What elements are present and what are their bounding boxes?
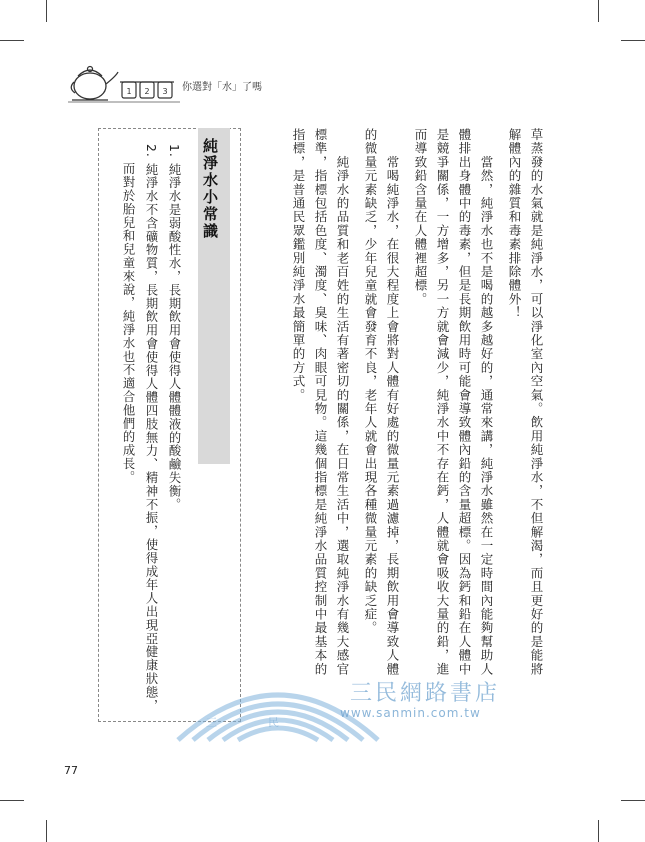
body-text-column: 體排出身體中的毒素，但是長期飲用時可能會導致體內鉛的含量超標。因為鈣和鉛在人體中 xyxy=(457,128,472,676)
header-title: 你選對「水」了嗎 xyxy=(182,82,262,93)
running-header xyxy=(68,60,288,104)
sidebar-text-column: 而對於胎兒和兒童來說，純淨水也不適合他們的成長。 xyxy=(121,144,135,485)
watermark-char: 三 xyxy=(206,716,217,729)
sidebar-text-column: 2. 純淨水不含礦物質，長期飲用會使得人體四肢無力、精神不振，使得成年人出現亞健康狀態， xyxy=(144,144,158,713)
body-text-column: 是競爭關係，一方增多，另一方就會減少，純淨水中不存在鈣，人體就會吸收大量的鉛，進 xyxy=(435,128,450,676)
body-text-column: 解體內的雜質和毒素排除體外！ xyxy=(507,128,522,320)
body-text-column: 而導致鉛含量在人體裡超標。 xyxy=(413,128,428,307)
crop-mark xyxy=(0,800,24,801)
crop-mark xyxy=(598,820,599,842)
crop-mark xyxy=(621,800,645,801)
crop-mark xyxy=(46,0,47,22)
cup-label: 3 xyxy=(162,87,168,96)
teapot-cups-icon xyxy=(68,60,180,104)
body-text-column: 常喝純淨水，在很大程度上會將對人體有好處的微量元素過濾掉，長期飲用會導致人體 xyxy=(385,128,400,676)
page-number: 77 xyxy=(64,764,78,777)
body-text-column: 標準，指標包括色度、濁度、臭味、肉眼可見物。這幾個指標是純淨水品質控制中最基本的 xyxy=(313,128,328,676)
body-text-column: 草蒸發的水氣就是純淨水，可以淨化室內空氣。飲用純淨水，不但解渴，而且更好的是能將 xyxy=(529,128,544,676)
body-text-column: 的微量元素缺乏，少年兒童就會發育不良，老年人就會出現各種微量元素的缺乏症。 xyxy=(363,128,378,635)
crop-mark xyxy=(0,40,24,41)
crop-mark xyxy=(621,40,645,41)
watermark-name: 三民網路書店 xyxy=(350,681,501,706)
watermark-url: www.sanmin.com.tw xyxy=(340,706,481,720)
body-text-column: 純淨水的品質和老百姓的生活有著密切的關係，在日常生活中，選取純淨水有幾大感官 xyxy=(335,128,350,676)
body-text-column: 當然，純淨水也不是喝的越多越好的，通常來講，純淨水雖然在一定時間內能夠幫助人 xyxy=(479,128,494,676)
cup-label: 1 xyxy=(126,87,132,96)
crop-mark xyxy=(46,820,47,842)
sidebar-title: 純淨水小常識 xyxy=(201,138,219,240)
body-text-column: 指標，是普通民眾鑑別純淨水最簡單的方式。 xyxy=(291,128,306,402)
cup-label: 2 xyxy=(144,87,150,96)
crop-mark xyxy=(598,0,599,22)
watermark-char: 民 xyxy=(268,716,279,729)
sidebar-text-column: 1. 純淨水是弱酸性水，長期飲用會使得人體體液的酸鹼失衡。 xyxy=(167,144,181,512)
